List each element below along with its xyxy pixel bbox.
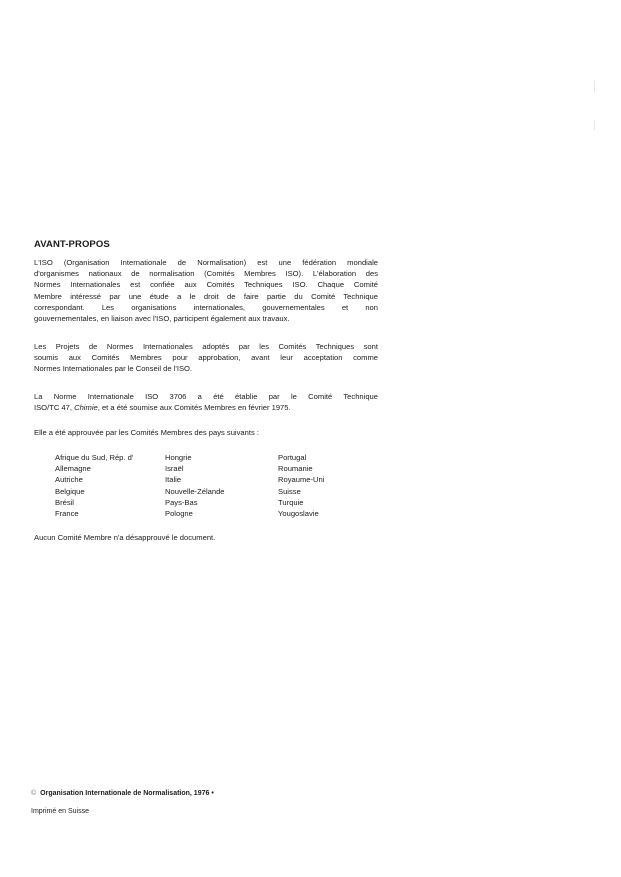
country-item: Italie: [165, 475, 182, 485]
text-line: Les Projets de Normes Internationales adoptés par les Comités Techniques sont: [34, 342, 378, 351]
country-item: Portugal: [278, 453, 307, 462]
foreword-paragraph-drafts: [34, 341, 378, 375]
country-item: Brésil: [55, 497, 74, 507]
country-item: Allemagne: [55, 464, 91, 474]
country-item: Nouvelle-Zélande: [165, 486, 225, 496]
scan-margin-mark: [594, 80, 595, 92]
copyright-line: [31, 790, 214, 797]
text-line: correspondant. Les organisations internationales, gouvernementales et non: [34, 302, 378, 312]
country-item: Suisse: [278, 486, 301, 496]
country-item: Turquie: [278, 497, 304, 507]
countries-column: [55, 452, 155, 519]
countries-column: [278, 452, 378, 519]
text-line: Membre intéressé par une étude a le droit de faire partie du Comité Technique: [34, 291, 378, 301]
countries-column: [165, 452, 275, 519]
country-item: France: [55, 509, 79, 519]
country-item: Pologne: [165, 509, 193, 519]
foreword-paragraph-iso: [34, 257, 378, 324]
foreword-paragraph-approval: [34, 427, 378, 438]
text-line: Aucun Comité Membre n'a désapprouvé le document.: [34, 533, 216, 542]
text-line: gouvernementales, en liaison avec l'ISO, participent également aux travaux.: [34, 313, 290, 323]
text-line: Normes Internationales est confiée aux Comités Techniques ISO. Chaque Comité: [34, 280, 378, 290]
country-item: Roumanie: [278, 464, 313, 474]
text-line: [34, 402, 378, 413]
country-item: Pays-Bas: [165, 497, 198, 507]
country-item: Yougoslavie: [278, 509, 319, 519]
text-line: La Norme Internationale ISO 3706 a été établie par le Comité Technique: [34, 392, 378, 401]
text-segment: ISO/TC 47,: [34, 403, 75, 413]
text-line: soumis aux Comités Membres pour approbation, avant leur acceptation comme: [34, 353, 378, 363]
foreword-paragraph-disapproval: [34, 532, 378, 543]
foreword-paragraph-standard: [34, 391, 378, 413]
country-item: Autriche: [55, 475, 83, 485]
country-item: Royaume-Uni: [278, 475, 325, 485]
printed-in-line: Imprimé en Suisse: [31, 808, 89, 815]
country-item: Hongrie: [165, 453, 192, 462]
copyright-icon: ©: [31, 790, 37, 797]
copyright-text: Organisation Internationale de Normalisation, 1976 •: [40, 790, 214, 797]
text-line: d'organismes nationaux de normalisation (Comités Membres ISO). L'élaboration des: [34, 269, 378, 279]
text-line: L'ISO (Organisation Internationale de Normalisation) est une fédération mondiale: [34, 258, 378, 267]
text-line: Elle a été approuvée par les Comités Membres des pays suivants :: [34, 428, 259, 437]
country-item: Israël: [165, 464, 184, 474]
country-item: Afrique du Sud, Rép. d': [55, 453, 134, 462]
text-line: Normes Internationales par le Conseil de l'ISO.: [34, 364, 193, 374]
text-segment: , et a été soumise aux Comités Membres en février 1975.: [97, 403, 291, 413]
country-item: Belgique: [55, 486, 85, 496]
foreword-heading: AVANT-PROPOS: [34, 239, 110, 250]
committee-name: Chimie: [74, 403, 98, 413]
scan-margin-mark: [594, 120, 595, 130]
